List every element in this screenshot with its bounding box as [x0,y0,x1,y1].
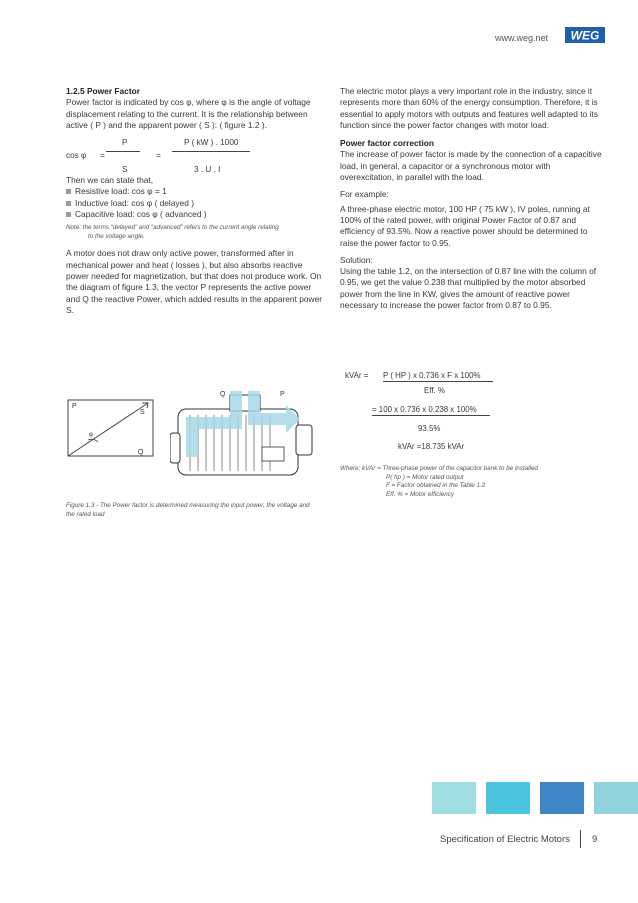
kvar-result: kVAr =18.735 kVAr [398,442,465,451]
where-line: Eff. % = Motor efficiency [386,490,455,498]
formula-eq2: = [156,151,161,161]
formula-den1: S [122,165,128,175]
label-phi: φ [89,432,93,438]
fraction-bar-2 [172,151,250,152]
formula-eq1: = [100,151,105,161]
terms-note [66,224,324,241]
solution-label: Solution: [340,254,373,265]
formula-den2: 3 . U . I [194,165,221,175]
color-block-1 [432,782,476,814]
where-legend [340,465,538,499]
formula-num2: P ( kW ) . 1000 [184,138,239,148]
kvar-lhs: kVAr = [345,371,369,380]
load-list [66,186,324,220]
site-url[interactable]: www.weg.net [495,33,549,43]
motor-illustration [170,385,320,483]
color-block-4 [594,782,638,814]
kvar-num1: P ( HP ) x 0.736 x F x 100% [383,371,481,380]
intro-paragraph: Power factor is indicated by cos φ, where φ is the angle of voltage displacement relating to the current. It is the relationship between active ( P ) and the apparent power ( S ): ( figure 1.2 ). [66,97,311,130]
label-p: P [72,403,77,410]
motor-label-q: Q [220,391,226,398]
label-q: Q [138,449,144,456]
example-label: For example: [340,189,389,200]
motor-label-p: P [280,391,285,398]
correction-heading: Power factor correction [340,138,435,149]
power-triangle-diagram [64,396,159,460]
formula-lhs: cos φ [66,151,87,161]
where-line: F = Factor obtained in the Table 1.2 [386,482,486,490]
where-line: P( hp ) = Motor rated output [386,473,464,481]
footer-title: Specification of Electric Motors [440,834,570,845]
state-intro: Then we can state that, [66,175,154,186]
logo-text: WEG [570,28,600,43]
list-item: Capacitive load: cos φ ( advanced ) [66,209,324,220]
where-line: Where; kVAr = Three-phase power of the capacitor bank to be installed [340,465,538,472]
kvar-bar-2 [372,415,490,416]
kvar-num2: = 100 x 0.736 x 0.238 x 100% [372,405,477,414]
list-item: Inductive load: cos φ ( delayed ) [66,198,324,209]
right-column [340,86,602,311]
note-line-2: to the voltage angle. [88,232,145,240]
intro-paragraph-right: The electric motor plays a very important role in the industry, since it represents more than 60% of the energy consumption. Therefore, it is essential to apply motors with outputs and features well adapted to its function since the power factor changes with motor load. [340,86,598,130]
list-item: Resistive load: cos φ = 1 [66,186,324,197]
figure-caption: Figure 1.3 - The Power factor is determined measuring the input power, the voltage and the rated load [66,502,310,518]
formula-num1: P [122,138,128,148]
example-paragraph: A three-phase electric motor, 100 HP ( 75 kW ), IV poles, running at 100% of the rated power, with original Power Factor of 0.87 and efficiency of 93.5%. Now a reactive power should be determined to raise the power factor to 0.95. [340,203,590,248]
kvar-den1: Eff. % [424,386,445,395]
correction-paragraph: The increase of power factor is made by the connection of a capacitive load, in general, a capacitor or a synchronous motor with overexcitation, in parallel with the load. [340,149,602,183]
section-heading: 1.2.5 Power Factor [66,86,141,96]
fraction-bar-1 [106,151,140,152]
weg-logo [565,27,605,43]
left-column [66,86,324,316]
color-block-2 [486,782,530,814]
solution-paragraph: Using the table 1.2, on the intersection of 0.87 line with the column of 0.95, we get the value 0.238 that multiplied by the motor absorbed power from the line in KW, gives the amount of reactive power necessary to increase the power factor from 0.87 to 0.95. [340,266,597,311]
label-s: S [140,409,145,416]
color-block-3 [540,782,584,814]
footer-divider [580,830,581,848]
page-number: 9 [592,834,598,845]
kvar-bar-1 [383,381,493,382]
note-line-1: Note: the terms “delayed” and “advanced” refers to the current angle relating [66,224,279,232]
motor-paragraph: A motor does not draw only active power, transformed after in mechanical power and heat ( losses ), but also absorbs reactive power needed for magnetization, but that does not produce work. On the diagram of figure 1.3, the vector P represents the active power and Q the reactive Power, which added results in the apparent power S. [66,248,323,315]
power-factor-formula [66,137,324,175]
kvar-den2: 93.5% [418,424,441,433]
